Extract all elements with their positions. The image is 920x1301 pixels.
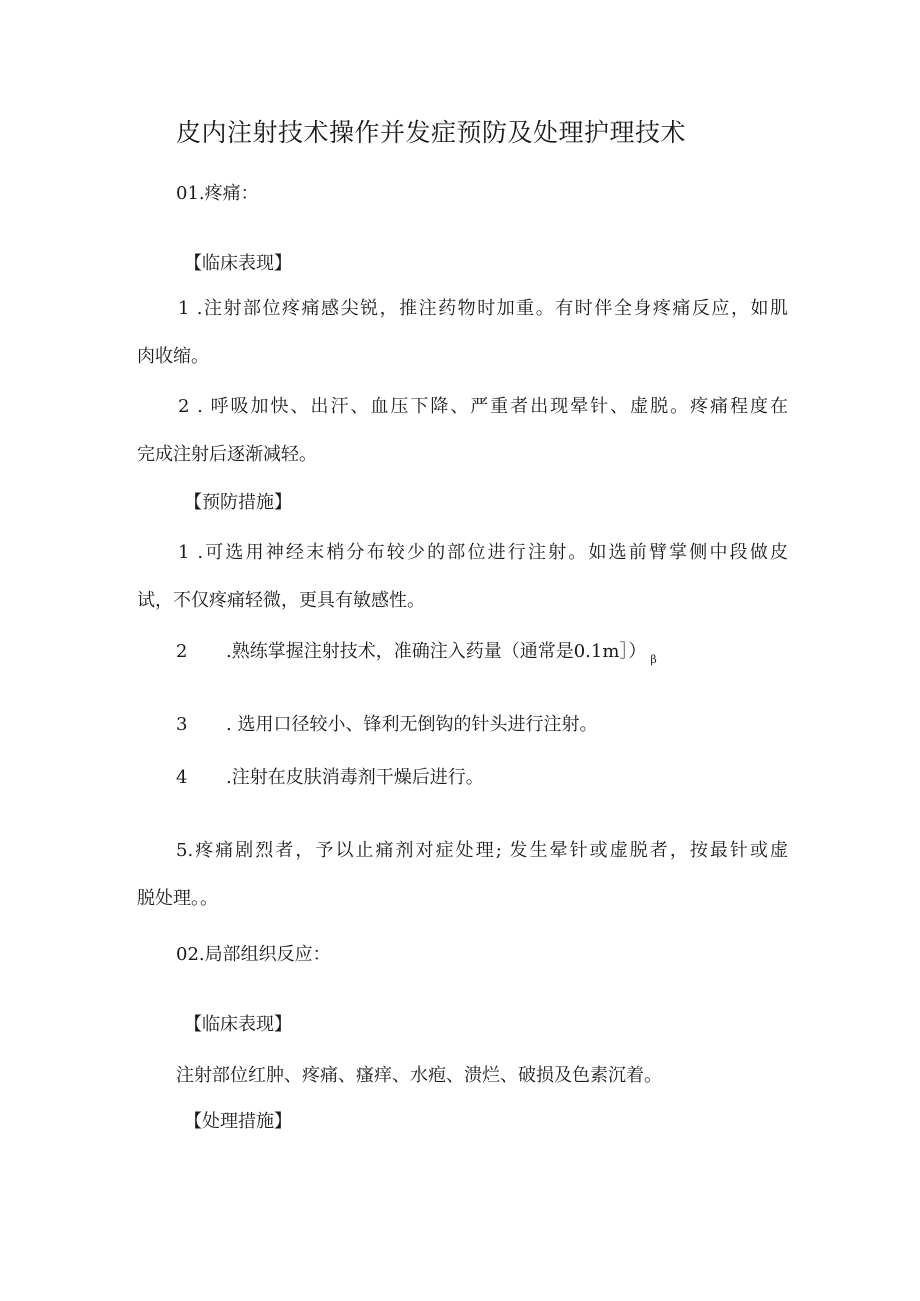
clinical-heading-local-reaction: 【临床表现】 bbox=[184, 1014, 292, 1035]
clinical-heading-pain: 【临床表现】 bbox=[184, 253, 292, 274]
prevention-item-3-number: 3 bbox=[176, 714, 188, 735]
prevention-item-1-line2: 试，不仅疼痛轻微，更具有敏感性。 bbox=[137, 590, 425, 611]
prevention-item-1-line1: 1 .可选用神经末梢分布较少的部位进行注射。如选前臂掌侧中段做皮 bbox=[178, 542, 788, 563]
prevention-item-4-number: 4 bbox=[176, 767, 188, 788]
document-title: 皮内注射技术操作并发症预防及处理护理技术 bbox=[176, 118, 687, 147]
clinical-item-2-line2: 完成注射后逐渐减轻。 bbox=[137, 444, 317, 465]
prevention-item-2-suffix: β bbox=[650, 653, 657, 666]
prevention-item-3-text: . 选用口径较小、锋利无倒钩的针头进行注射。 bbox=[226, 714, 598, 735]
prevention-item-5-line1: 5.疼痛剧烈者，予以止痛剂对症处理; 发生晕针或虚脱者，按最针或虚 bbox=[176, 840, 788, 861]
prevention-heading: 【预防措施】 bbox=[184, 492, 292, 513]
prevention-item-4-text: .注射在皮肤消毒剂干燥后进行。 bbox=[226, 767, 484, 788]
clinical-item-1-line2: 肉收缩。 bbox=[137, 346, 209, 367]
local-reaction-clinical-text: 注射部位红肿、疼痛、瘙痒、水疱、溃烂、破损及色素沉着。 bbox=[176, 1065, 662, 1086]
clinical-item-1-line1: 1 .注射部位疼痛感尖锐，推注药物时加重。有时伴全身疼痛反应，如肌 bbox=[178, 298, 788, 319]
treatment-heading: 【处理措施】 bbox=[184, 1111, 292, 1132]
prevention-item-5-line2: 脱处理。。 bbox=[137, 888, 218, 909]
section-heading-local-reaction: 02.局部组织反应： bbox=[176, 944, 331, 965]
prevention-item-2-text: .熟练掌握注射技术，准确注入药量（通常是0.1m］） $_\beta$ bbox=[226, 641, 657, 666]
section-heading-pain: 01.疼痛： bbox=[176, 183, 259, 204]
clinical-item-2-line1: 2 . 呼吸加快、出汗、血压下降、严重者出现晕针、虚脱。疼痛程度在 bbox=[178, 396, 788, 417]
prevention-item-2-number: 2 bbox=[176, 641, 188, 662]
